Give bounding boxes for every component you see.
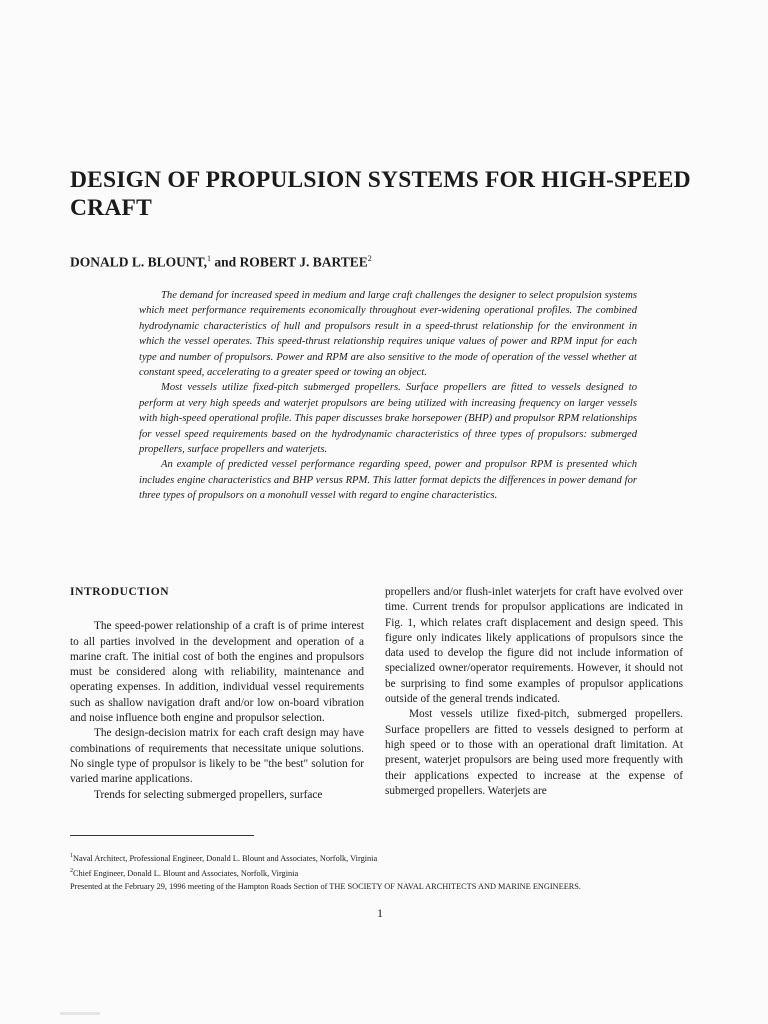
footnote-2-mark: 2 xyxy=(70,867,73,874)
footnote-1-mark: 1 xyxy=(70,853,73,859)
body-paragraph: propellers and/or flush-inlet waterjets for craft have evolved over time. Current trends for propulsor applications are indicated in Fig. 1, which relates craft displacement and design speed. This figure only indicates likely applications of propulsors since the data used to develop the figure did not include information of specialized owner/operator requirements. However, it should not be surprising to find some examples of propulsor applications outside of the general trends indicated. xyxy=(385,586,683,706)
abstract-paragraph: Most vessels utilize fixed-pitch submerged propellers. Surface propellers are fitted to vessels designed to perform at very high speeds and waterjet propulsors are being utilized with increasing frequency on larger vessels with high-speed operational profile. This paper discusses brake horsepower (BHP) and propulsor RPM relationships for vessel speed requirements based on the hydrodynamic characteristics of three types of propulsors: submerged propellers, surface propellers and waterjets. xyxy=(139,382,637,456)
author-1-footnote-mark: 1 xyxy=(207,254,212,263)
abstract-paragraph: An example of predicted vessel performance regarding speed, power and propulsor RPM is presented which includes engine characteristics and BHP versus RPM. This latter format depicts the differences in power demand for three types of propulsors on a monohull vessel with regard to engine characteristics. xyxy=(139,459,637,502)
author-conjunction: and xyxy=(211,254,240,270)
paper-title: DESIGN OF PROPULSION SYSTEMS FOR HIGH-SPEED CRAFT xyxy=(70,167,691,221)
scan-smudge xyxy=(60,1012,100,1015)
footnote-presentation: Presented at the February 29, 1996 meeting of the Hampton Roads Section of THE SOCIETY OF NAVAL ARCHITECTS AND MARINE ENGINEERS. xyxy=(70,881,581,891)
footnote-1 xyxy=(70,850,710,865)
left-column xyxy=(70,585,364,803)
footnote-2 xyxy=(70,865,710,880)
abstract xyxy=(139,288,637,504)
footnotes xyxy=(70,850,710,893)
footnote-1-text: Naval Architect, Professional Engineer, Donald L. Blount and Associates, Norfolk, Virginia xyxy=(73,853,378,863)
right-column xyxy=(385,585,683,799)
author-line xyxy=(70,254,670,271)
body-paragraph: The design-decision matrix for each craft design may have combinations of requirements that necessitate unique solutions. No single type of propulsor is likely to be "the best" solution for varied marine applications. xyxy=(70,727,364,786)
footnote-2-text: Chief Engineer, Donald L. Blount and Associates, Norfolk, Virginia xyxy=(73,868,299,878)
author-2-name: ROBERT J. BARTEE xyxy=(239,254,368,270)
author-2-footnote-mark: 2 xyxy=(367,254,372,263)
footnote-divider xyxy=(70,835,254,836)
section-heading-introduction: INTRODUCTION xyxy=(70,586,170,598)
body-paragraph: Trends for selecting submerged propellers, surface xyxy=(94,788,323,801)
page-number: 1 xyxy=(377,906,383,920)
abstract-paragraph: The demand for increased speed in medium and large craft challenges the designer to select propulsion systems which meet performance requirements economically throughout ever-widening operational profiles. The combined hydrodynamic characteristics of hull and propulsors result in a speed-thrust relationship for the environment in which the vessel operates. This speed-thrust relationship requires unique values of power and RPM input for each type and number of propulsors. Power and RPM are also sensitive to the mode of operation of the vessel whether at constant speed, accelerating to a greater speed or towing an object. xyxy=(139,290,637,379)
body-paragraph: The speed-power relationship of a craft is of prime interest to all parties involved in the development and operation of a marine craft. The initial cost of both the engines and propulsors must be considered along with reliability, maintenance and operating expenses. In addition, individual vessel requirements such as shallow navigation draft and/or low on-board vibration and noise influence both engine and propulsor selection. xyxy=(70,620,364,725)
author-1-name: DONALD L. BLOUNT, xyxy=(70,254,208,270)
body-paragraph: Most vessels utilize fixed-pitch, submerged propellers. Surface propellers are fitted to vessels designed to perform at high speed or to those with an operational draft limitation. At present, waterjet propulsors are being used more frequently with their applications expected to increase at the expense of submerged propellers. Waterjets are xyxy=(385,708,683,797)
